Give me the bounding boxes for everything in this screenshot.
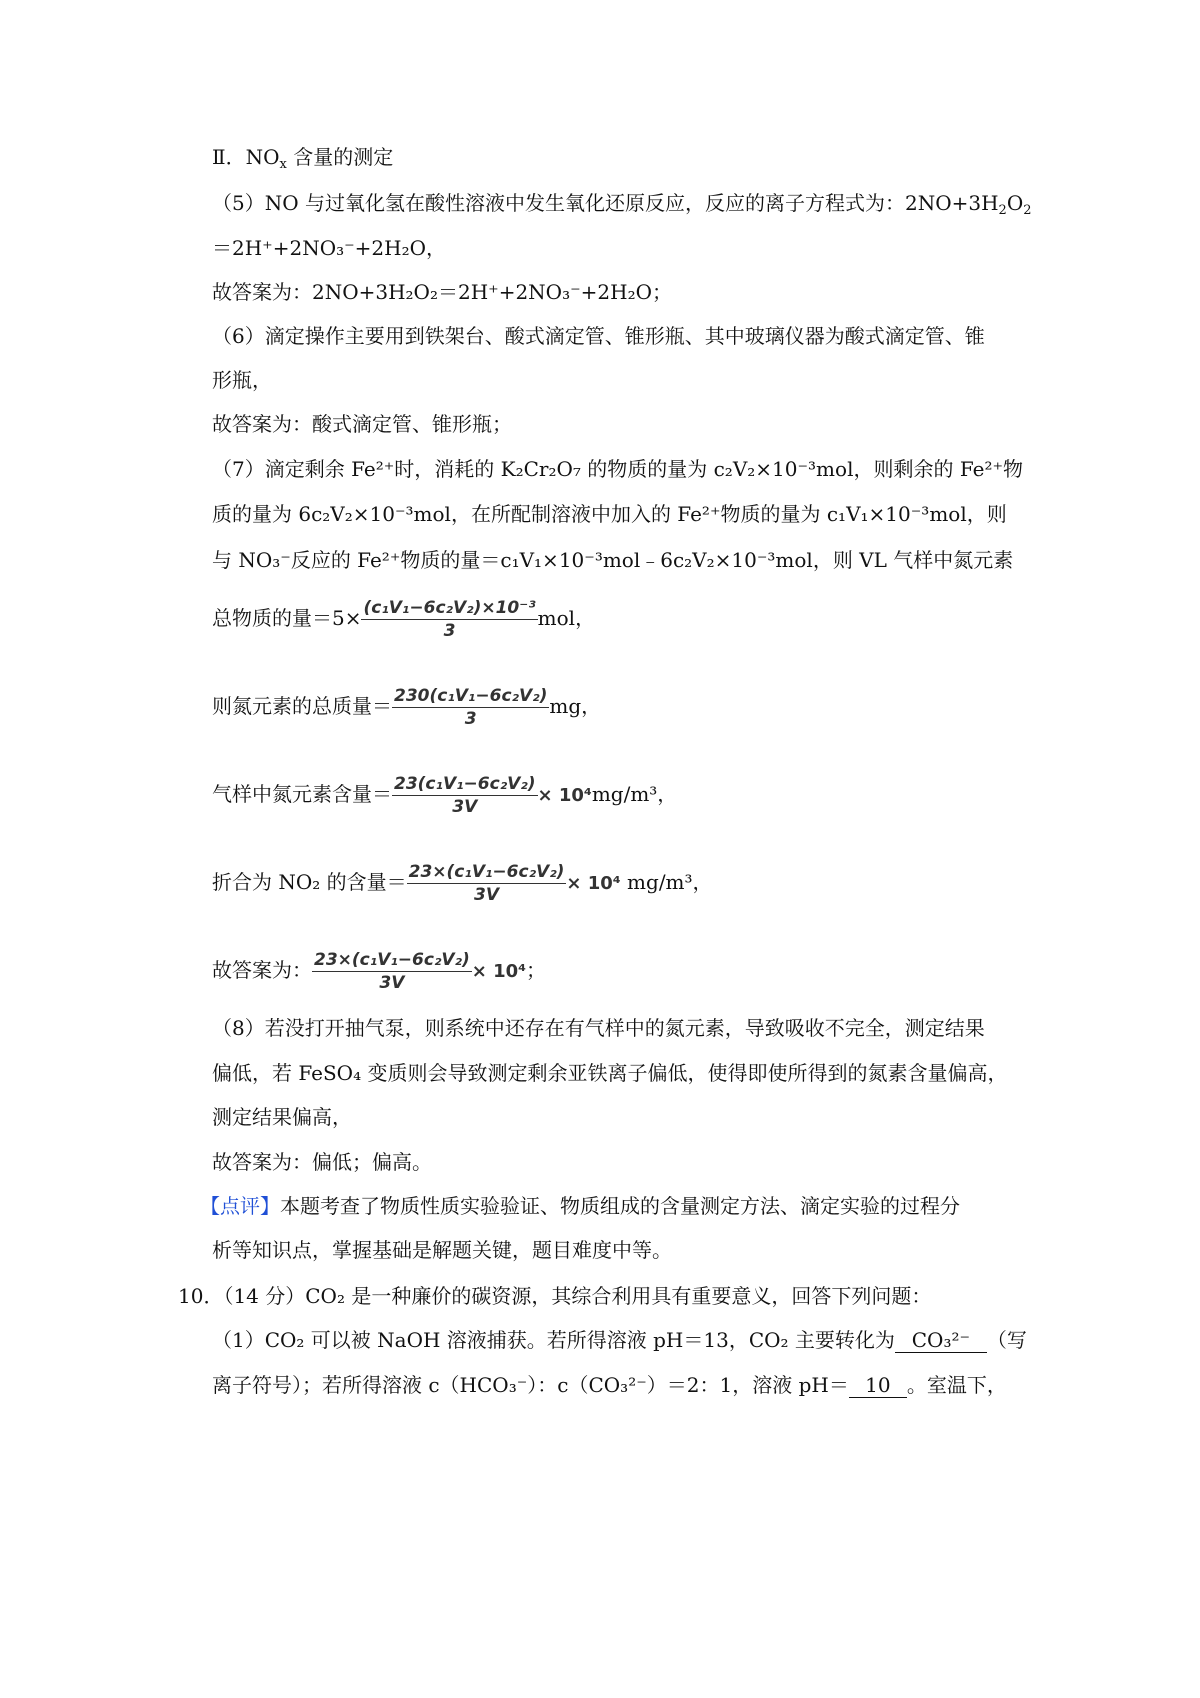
q10-part1-line1: （1）CO₂ 可以被 NaOH 溶液捕获。若所得溶液 pH＝13，CO₂ 主要转化为 CO₃²⁻ （写 (212, 1328, 1027, 1352)
p7-line1: （7）滴定剩余 Fe²⁺时，消耗的 K₂Cr₂O₇ 的物质的量为 c₂V₂×10⁻³mol，则剩余的 Fe²⁺物 (212, 457, 1024, 481)
mass-fraction: $\frac{\text{230(c₁V₁−6c₂V₂)}}{3}$ (394, 686, 548, 729)
total-amount-fraction: $\frac{\text{(c₁V₁−6c₂V₂)×10⁻³}}{3}$ (363, 598, 536, 641)
answer-blank-2: 10 (849, 1373, 907, 1398)
p6-line2: 形瓶， (212, 368, 272, 392)
q10-part1-line2: 离子符号）；若所得溶液 c（HCO₃⁻）：c（CO₃²⁻）＝2：1，溶液 pH＝ 10 。室温下， (212, 1373, 1007, 1397)
section-title: Ⅱ．$NO_x$ 含量的测定 (212, 145, 394, 172)
no2-line: 折合为 NO₂ 的含量＝ $\frac{\text{23×(c₁V₁−6c₂V₂)}}{3V}$ × 10⁴ mg/m³， (212, 862, 713, 905)
p8-line2: 偏低，若 FeSO₄ 变质则会导致测定剩余亚铁离子偏低，使得即使所得到的氮素含量偏高， (212, 1061, 1008, 1085)
p6-line1: （6）滴定操作主要用到铁架台、酸式滴定管、锥形瓶、其中玻璃仪器为酸式滴定管、锥 (212, 324, 985, 348)
answer-fraction: $\frac{\text{23×(c₁V₁−6c₂V₂)}}{3V}$ (314, 950, 470, 993)
p8-line3: 测定结果偏高， (212, 1105, 352, 1129)
comment-tag: 【点评】 (200, 1194, 280, 1218)
p7-line2: 质的量为 6c₂V₂×10⁻³mol，在所配制溶液中加入的 Fe²⁺物质的量为 c₁V₁×10⁻³mol，则 (212, 502, 1007, 526)
p8-answer: 故答案为：偏低；偏高。 (212, 1150, 432, 1174)
no2-fraction: $\frac{\text{23×(c₁V₁−6c₂V₂)}}{3V}$ (408, 862, 565, 905)
p7-line3: 与 NO₃⁻反应的 Fe²⁺物质的量＝c₁V₁×10⁻³mol﹣6c₂V₂×10⁻³mol，则 VL 气样中氮元素 (212, 548, 1014, 572)
p5-line1: （5）NO 与过氧化氢在酸性溶液中发生氧化还原反应，反应的离子方程式为：$2NO+3H_2O_2$ (212, 191, 1032, 218)
p6-answer: 故答案为：酸式滴定管、锥形瓶； (212, 412, 512, 436)
mass-line: 则氮元素的总质量＝ $\frac{\text{230(c₁V₁−6c₂V₂)}}{3}$ mg， (212, 686, 602, 729)
p7-answer: 故答案为： $\frac{\text{23×(c₁V₁−6c₂V₂)}}{3V}$ × 10⁴； (212, 950, 547, 993)
comment-line2: 析等知识点，掌握基础是解题关键，题目难度中等。 (212, 1238, 672, 1262)
content-line: 气样中氮元素含量＝ $\frac{\text{23(c₁V₁−6c₂V₂)}}{3V}$ × 10⁴mg/m³， (212, 774, 678, 817)
p8-line1: （8）若没打开抽气泵，则系统中还存在有气样中的氮元素，导致吸收不完全，测定结果 (212, 1016, 985, 1040)
answer-blank-1: CO₃²⁻ (895, 1328, 987, 1353)
q10-stem: 10．（14 分）CO₂ 是一种廉价的碳资源，其综合利用具有重要意义，回答下列问题： (178, 1284, 932, 1308)
p5-line2: ＝2H⁺+2NO₃⁻+2H₂O， (212, 236, 447, 260)
p5-answer: 故答案为：2NO+3H₂O₂＝2H⁺+2NO₃⁻+2H₂O； (212, 280, 672, 304)
content-fraction: $\frac{\text{23(c₁V₁−6c₂V₂)}}{3V}$ (394, 774, 536, 817)
comment-line1: 【点评】本题考查了物质性质实验验证、物质组成的含量测定方法、滴定实验的过程分 (200, 1194, 960, 1218)
total-amount-line: 总物质的量＝5× $\frac{\text{(c₁V₁−6c₂V₂)×10⁻³}}{3}$ mol， (212, 598, 596, 641)
